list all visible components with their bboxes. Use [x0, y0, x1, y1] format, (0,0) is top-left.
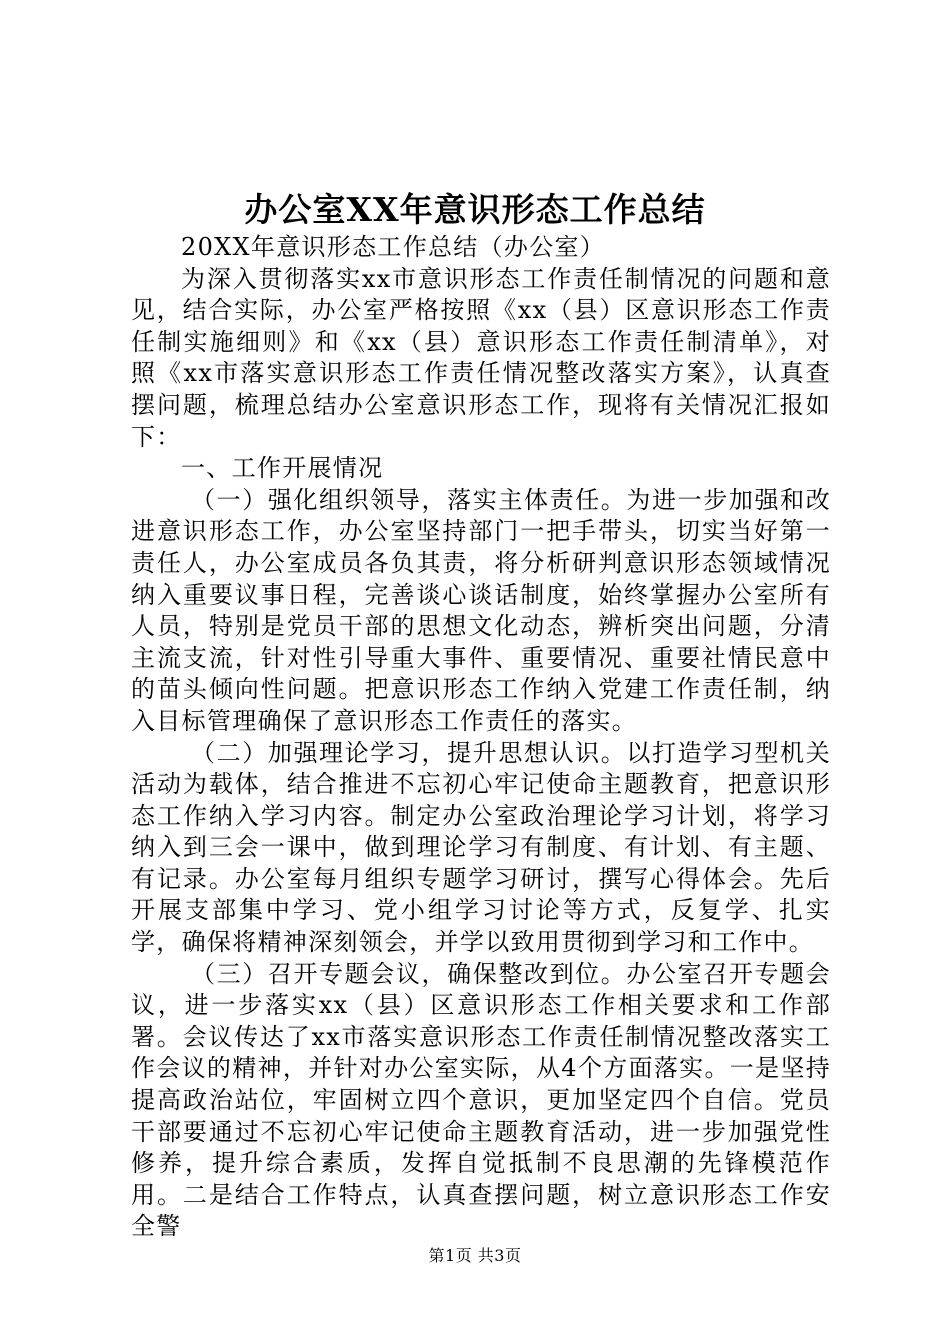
section-heading: 一、工作开展情况	[181, 454, 384, 483]
intro-paragraph: 为深入贯彻落实xx市意识形态工作责任制情况的问题和意见，结合实际，办公室严格按照《xx（县）区意识形态工作责任制实施细则》和《xx（县）意识形态工作责任制清单》，对照《xx市落实意识形态工作责任情况整改落实方案》，认真查摆问题，梳理总结办公室意识形态工作，现将有关情况汇报如下：	[131, 264, 831, 451]
document-title: 办公室XX年意识形态工作总结	[244, 190, 706, 229]
item-paragraph-1: （一）强化组织领导，落实主体责任。为进一步加强和改进意识形态工作，办公室坚持部门一把手带头，切实当好第一责任人，办公室成员各负其责，将分析研判意识形态领域情况纳入重要议事日程，完善谈心谈话制度，始终掌握办公室所有人员，特别是党员干部的思想文化动态，辨析突出问题，分清主流支流，针对性引导重大事件、重要情况、重要社情民意中的苗头倾向性问题。把意识形态工作纳入党建工作责任制，纳入目标管理确保了意识形态工作责任的落实。	[131, 485, 831, 735]
document-subtitle: 20XX年意识形态工作总结（办公室）	[181, 233, 606, 261]
page-number-footer: 第1页 共3页	[428, 1246, 522, 1265]
item-paragraph-2: （二）加强理论学习，提升思想认识。以打造学习型机关活动为载体，结合推进不忘初心牢记使命主题教育，把意识形态工作纳入学习内容。制定办公室政治理论学习计划，将学习纳入到三会一课中，做到理论学习有制度、有计划、有主题、有记录。办公室每月组织专题学习研讨，撰写心得体会。先后开展支部集中学习、党小组学习讨论等方式，反复学、扎实学，确保将精神深刻领会，并学以致用贯彻到学习和工作中。	[131, 738, 831, 957]
document-body	[131, 232, 831, 1243]
item-paragraph-3: （三）召开专题会议，确保整改到位。办公室召开专题会议，进一步落实xx（县）区意识形态工作相关要求和工作部署。会议传达了xx市落实意识形态工作责任制情况整改落实工作会议的精神，并针对办公室实际，从4个方面落实。一是坚持提高政治站位，牢固树立四个意识，更加坚定四个自信。党员干部要通过不忘初心牢记使命主题教育活动，进一步加强党性修养，提升综合素质，发挥自觉抵制不良思潮的先锋模范作用。二是结合工作特点，认真查摆问题，树立意识形态工作安全警	[131, 959, 831, 1241]
